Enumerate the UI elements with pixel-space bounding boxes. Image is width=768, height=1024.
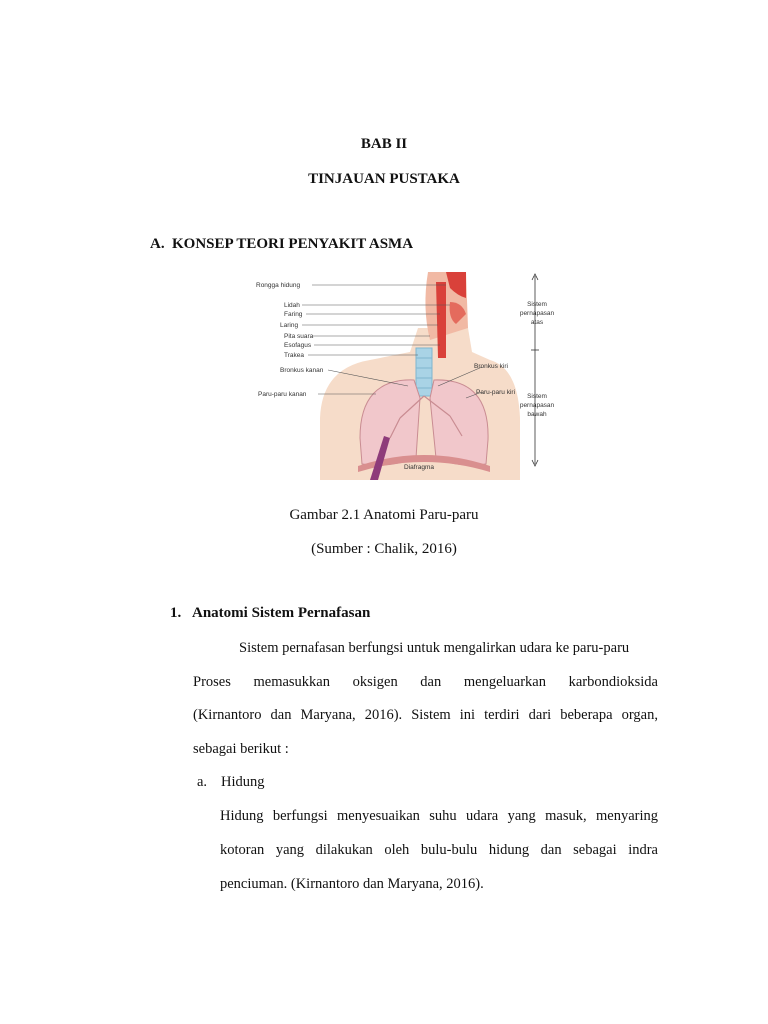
list-item-a-title: Hidung <box>221 774 265 790</box>
paragraph-a-line: kotoran yang dilakukan oleh bulu-bulu hidung dan sebagai indra <box>220 842 658 858</box>
label-lower-2: pernapasan <box>519 402 555 409</box>
label-faring: Faring <box>284 311 303 318</box>
bracket-labels <box>520 301 555 418</box>
label-lower-1: Sistem <box>527 393 547 400</box>
label-pita-suara: Pita suara <box>284 333 314 340</box>
label-paru-kiri: Paru-paru kiri <box>476 389 516 396</box>
subsection-1-number: 1. <box>170 605 182 621</box>
label-lidah: Lidah <box>284 302 300 309</box>
label-trakea: Trakea <box>284 352 304 359</box>
paragraph-1-line: (Kirnantoro dan Maryana, 2016). Sistem ini terdiri dari beberapa organ, <box>193 707 658 723</box>
paragraph-1-line: Sistem pernafasan berfungsi untuk mengalirkan udara ke paru-paru <box>239 640 630 656</box>
paragraph-1-line: Proses memasukkan oksigen dan mengeluarkan karbondioksida <box>193 673 658 690</box>
paragraph-1-line: sebagai berikut : <box>193 740 289 757</box>
label-upper-1: Sistem <box>527 301 547 308</box>
paragraph-a-line: penciuman. (Kirnantoro dan Maryana, 2016). <box>220 876 484 892</box>
label-bronkus-kiri: Bronkus kiri <box>474 363 508 370</box>
paragraph-a <box>220 799 658 901</box>
label-diafragma: Diafragma <box>404 464 434 471</box>
chapter-number: BAB II <box>360 136 408 152</box>
label-upper-3: atas <box>530 319 544 326</box>
label-laring: Laring <box>280 322 299 329</box>
label-bronkus-kanan: Bronkus kanan <box>280 367 324 374</box>
label-upper-2: pernapasan <box>519 310 555 317</box>
figure-caption: Gambar 2.1 Anatomi Paru-paru <box>289 507 479 523</box>
list-item-a-marker: a. <box>197 774 208 790</box>
figure-source: (Sumber : Chalik, 2016) <box>311 541 457 557</box>
trachea-shape <box>416 348 432 396</box>
respiratory-anatomy-figure <box>250 268 570 480</box>
list-item-a <box>197 774 265 791</box>
paragraph-a-line: Hidung berfungsi menyesuaikan suhu udara yang masuk, menyaring <box>220 808 658 824</box>
label-rongga-hidung: Rongga hidung <box>256 282 301 289</box>
subsection-1-heading <box>170 605 370 622</box>
label-lower-3: bawah <box>527 411 547 418</box>
section-a-number: A. <box>150 236 165 252</box>
figure-left-labels <box>256 282 324 398</box>
paragraph-1 <box>193 632 658 766</box>
chapter-title: TINJAUAN PUSTAKA <box>308 171 460 187</box>
label-esofagus: Esofagus <box>284 342 312 349</box>
section-a-heading <box>150 236 413 253</box>
label-paru-kanan: Paru-paru kanan <box>258 391 307 398</box>
subsection-1-title: Anatomi Sistem Pernafasan <box>192 605 371 621</box>
section-a-title: KONSEP TEORI PENYAKIT ASMA <box>172 236 414 252</box>
